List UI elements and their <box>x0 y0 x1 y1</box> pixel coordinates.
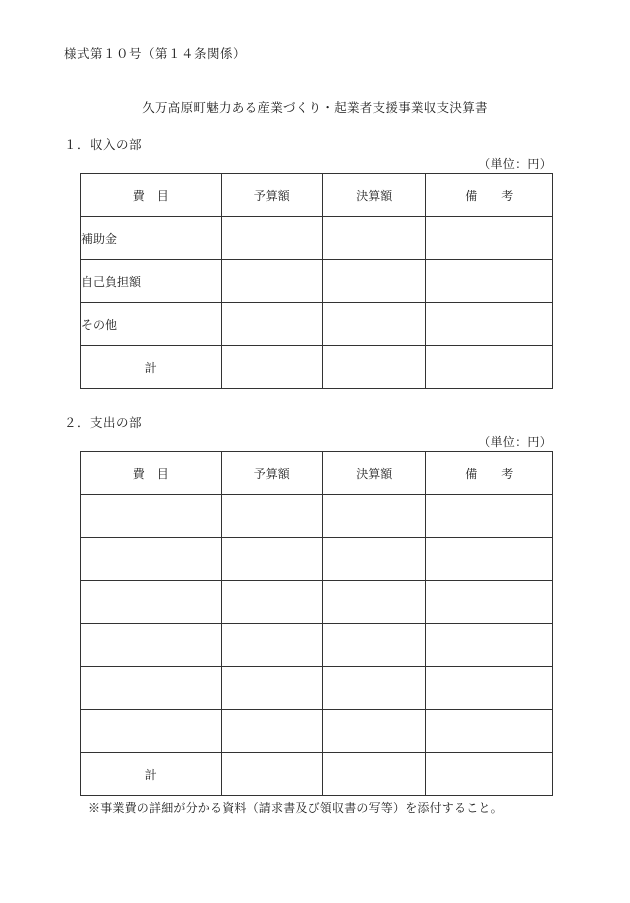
budget-cell[interactable] <box>221 667 322 710</box>
table-row <box>81 538 553 581</box>
remarks-total-cell[interactable] <box>426 753 553 796</box>
settlement-cell[interactable] <box>323 260 426 303</box>
table-row <box>81 624 553 667</box>
column-header-settlement: 決算額 <box>323 174 426 217</box>
budget-cell[interactable] <box>221 624 322 667</box>
remarks-cell[interactable] <box>426 538 553 581</box>
column-header-item: 費 目 <box>81 174 222 217</box>
column-header-budget: 予算額 <box>221 452 322 495</box>
item-cell[interactable] <box>81 581 222 624</box>
item-cell[interactable] <box>81 538 222 581</box>
form-number: 様式第１０号（第１４条関係） <box>64 46 247 61</box>
settlement-total-cell[interactable] <box>323 753 426 796</box>
item-cell[interactable] <box>81 667 222 710</box>
table-row <box>81 217 553 260</box>
budget-total-cell[interactable] <box>221 346 322 389</box>
budget-cell[interactable] <box>221 538 322 581</box>
settlement-cell[interactable] <box>323 624 426 667</box>
remarks-cell[interactable] <box>426 710 553 753</box>
remarks-cell[interactable] <box>426 495 553 538</box>
budget-cell[interactable] <box>221 710 322 753</box>
remarks-total-cell[interactable] <box>426 346 553 389</box>
item-cell[interactable] <box>81 710 222 753</box>
expenditure-heading: ２．支出の部 <box>64 415 143 430</box>
budget-total-cell[interactable] <box>221 753 322 796</box>
budget-cell[interactable] <box>221 581 322 624</box>
column-header-remarks: 備 考 <box>426 174 553 217</box>
column-header-item: 費 目 <box>81 452 222 495</box>
total-row <box>81 753 553 796</box>
column-header-remarks: 備 考 <box>426 452 553 495</box>
budget-cell[interactable] <box>221 217 322 260</box>
item-cell: その他 <box>81 303 222 346</box>
column-header-settlement: 決算額 <box>323 452 426 495</box>
table-row <box>81 667 553 710</box>
settlement-cell[interactable] <box>323 538 426 581</box>
income-header-row <box>81 174 553 217</box>
table-row <box>81 710 553 753</box>
settlement-cell[interactable] <box>323 217 426 260</box>
remarks-cell[interactable] <box>426 260 553 303</box>
settlement-cell[interactable] <box>323 495 426 538</box>
total-label: 計 <box>81 753 222 796</box>
remarks-cell[interactable] <box>426 667 553 710</box>
table-row <box>81 260 553 303</box>
item-cell[interactable] <box>81 495 222 538</box>
total-label: 計 <box>81 346 222 389</box>
settlement-cell[interactable] <box>323 667 426 710</box>
settlement-total-cell[interactable] <box>323 346 426 389</box>
table-row <box>81 495 553 538</box>
income-heading: １．収入の部 <box>64 137 143 152</box>
table-row <box>81 303 553 346</box>
item-cell: 補助金 <box>81 217 222 260</box>
settlement-cell[interactable] <box>323 710 426 753</box>
expenditure-unit: （単位：円） <box>478 435 552 449</box>
income-unit: （単位：円） <box>478 157 552 171</box>
expenditure-header-row <box>81 452 553 495</box>
remarks-cell[interactable] <box>426 624 553 667</box>
total-row <box>81 346 553 389</box>
settlement-cell[interactable] <box>323 581 426 624</box>
item-cell[interactable] <box>81 624 222 667</box>
budget-cell[interactable] <box>221 495 322 538</box>
remarks-cell[interactable] <box>426 217 553 260</box>
settlement-cell[interactable] <box>323 303 426 346</box>
income-table <box>80 173 553 389</box>
budget-cell[interactable] <box>221 303 322 346</box>
document-title: 久万高原町魅力ある産業づくり・起業者支援事業収支決算書 <box>142 100 488 115</box>
budget-cell[interactable] <box>221 260 322 303</box>
remarks-cell[interactable] <box>426 303 553 346</box>
expenditure-table <box>80 451 553 796</box>
column-header-budget: 予算額 <box>221 174 322 217</box>
remarks-cell[interactable] <box>426 581 553 624</box>
table-row <box>81 581 553 624</box>
footnote: ※事業費の詳細が分かる資料（請求書及び領収書の写等）を添付すること。 <box>88 801 503 815</box>
item-cell: 自己負担額 <box>81 260 222 303</box>
